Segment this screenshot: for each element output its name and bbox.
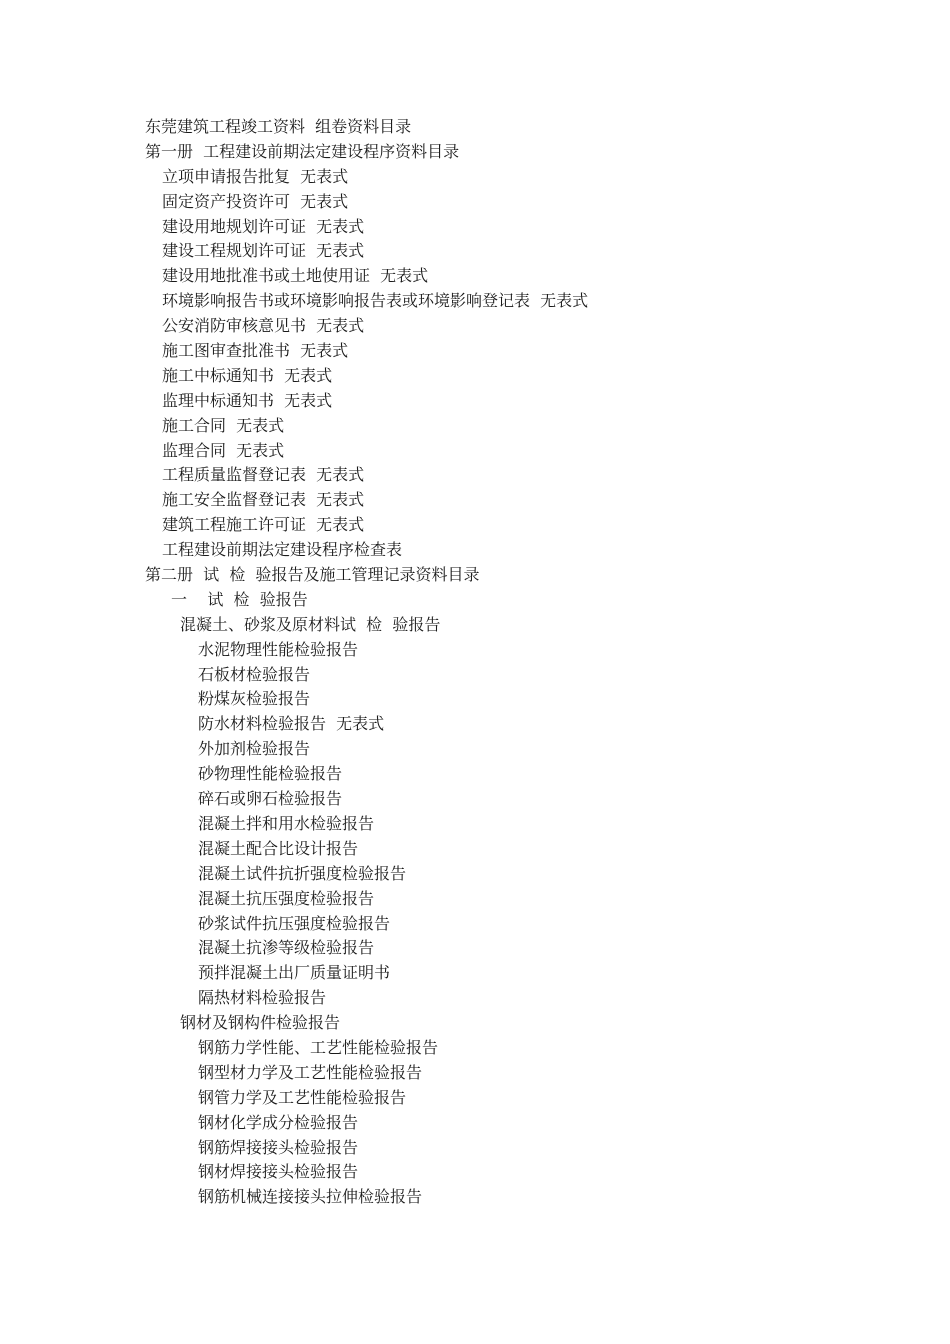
table-of-contents	[145, 115, 905, 1210]
list-item: 建筑工程施工许可证 无表式	[162, 515, 365, 535]
document-title: 东莞建筑工程竣工资料 组卷资料目录	[145, 117, 412, 136]
list-item: 预拌混凝土出厂质量证明书	[198, 963, 391, 983]
list-item: 钢筋机械连接接头拉伸检验报告	[198, 1187, 423, 1207]
list-item: 立项申请报告批复 无表式	[162, 166, 349, 186]
volume-2-heading: 第二册 试 检 验报告及施工管理记录资料目录	[145, 565, 480, 585]
list-item: 钢筋焊接接头检验报告	[198, 1137, 359, 1157]
list-item: 钢材焊接接头检验报告	[198, 1162, 359, 1182]
list-item: 碎石或卵石检验报告	[198, 789, 343, 809]
list-item: 工程建设前期法定建设程序检查表	[162, 540, 403, 560]
list-item: 钢筋力学性能、工艺性能检验报告	[198, 1037, 439, 1057]
list-item: 混凝土抗压强度检验报告	[198, 888, 375, 908]
list-item: 防水材料检验报告 无表式	[198, 714, 385, 734]
list-item: 钢材化学成分检验报告	[198, 1112, 359, 1132]
list-item: 隔热材料检验报告	[198, 988, 327, 1008]
list-item: 外加剂检验报告	[198, 739, 311, 759]
list-item: 工程质量监督登记表 无表式	[162, 465, 365, 485]
list-item: 混凝土抗渗等级检验报告	[198, 938, 375, 958]
list-item: 钢型材力学及工艺性能检验报告	[198, 1062, 423, 1082]
list-item: 建设工程规划许可证 无表式	[162, 241, 365, 261]
list-item: 砂物理性能检验报告	[198, 764, 343, 784]
list-item: 建设用地规划许可证 无表式	[162, 216, 365, 236]
list-item: 施工合同 无表式	[162, 415, 285, 435]
group-1-heading: 混凝土、砂浆及原材料试 检 验报告	[180, 614, 441, 634]
list-item: 环境影响报告书或环境影响报告表或环境影响登记表 无表式	[162, 291, 589, 311]
list-item: 水泥物理性能检验报告	[198, 639, 359, 659]
list-item: 施工安全监督登记表 无表式	[162, 490, 365, 510]
section-1-heading: 一 试 检 验报告	[171, 589, 308, 609]
list-item: 公安消防审核意见书 无表式	[162, 316, 365, 336]
list-item: 砂浆试件抗压强度检验报告	[198, 913, 391, 933]
list-item: 混凝土拌和用水检验报告	[198, 813, 375, 833]
list-item: 粉煤灰检验报告	[198, 689, 311, 709]
list-item: 混凝土试件抗折强度检验报告	[198, 863, 407, 883]
list-item: 建设用地批准书或土地使用证 无表式	[162, 266, 429, 286]
list-item: 钢管力学及工艺性能检验报告	[198, 1087, 407, 1107]
group-2-heading: 钢材及钢构件检验报告	[180, 1013, 341, 1033]
list-item: 监理合同 无表式	[162, 440, 285, 460]
list-item: 固定资产投资许可 无表式	[162, 191, 349, 211]
list-item: 混凝土配合比设计报告	[198, 838, 359, 858]
list-item: 监理中标通知书 无表式	[162, 390, 333, 410]
volume-1-heading: 第一册 工程建设前期法定建设程序资料目录	[145, 141, 460, 161]
list-item: 石板材检验报告	[198, 664, 311, 684]
list-item: 施工中标通知书 无表式	[162, 365, 333, 385]
list-item: 施工图审查批准书 无表式	[162, 341, 349, 361]
